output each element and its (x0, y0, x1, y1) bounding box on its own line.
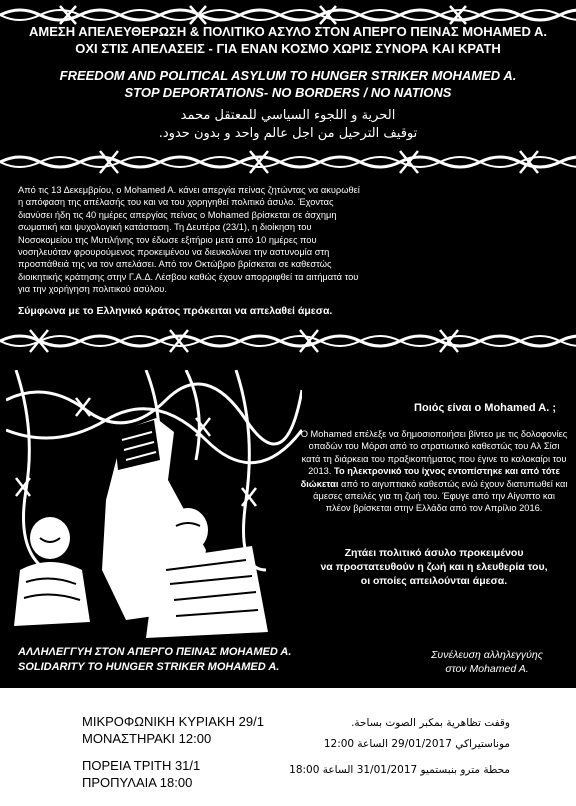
barbed-wire-icon (0, 326, 576, 356)
asylum-demand (300, 546, 568, 588)
solidarity-greek: ΑΛΛΗΛΕΓΓΥΗ ΣΤΟΝ ΑΠΕΡΓΟ ΠΕΙΝΑΣ MOHAMED A. (18, 646, 292, 658)
event-2-place: ΠΡΟΠΥΛΑΙΑ 18:00 (82, 775, 193, 790)
barbed-wire-icon (0, 147, 576, 177)
asylum-demand-line: να προστατευθούν η ζωή και η ελευθερία του, (320, 561, 548, 573)
who-is-title: Ποιός είναι ο Mohamed A. ; (414, 402, 556, 414)
who-text-part3: από το αιγυπτιακό καθεστώς ενώ έχουν διατυπωθεί και άμεσες απειλές για τη ζωή του. Έφυγε από την Αίγυπτο και πλέον βρίσκεται στην Ελλάδα από τον Απρίλιο 2016. (313, 478, 568, 514)
event-1-place: ΜΟΝΑΣΤΗΡΑΚΙ 12:00 (82, 731, 212, 746)
asylum-demand-line: Ζητάει πολιτικό άσυλο προκειμένου (344, 547, 524, 559)
raised-fist-illustration-icon (6, 370, 302, 640)
arabic-headline-1: الحرية و اللجوء السياسي للمعتقل محمد (180, 108, 396, 123)
assembly-line: στον Mohamed A. (445, 663, 529, 675)
english-headline-2: STOP DEPORTATIONS- NO BORDERS / NO NATIONS (124, 85, 452, 100)
event-1-arabic-details: موناستيراكي 29/01/2017 الساعة 12:00 (323, 738, 510, 750)
asylum-demand-line: οι οποίες απειλούνται άμεσα. (360, 575, 508, 587)
event-1-arabic-title: وقفت تظاهرية بمكبر الصوت بساحة. (351, 717, 510, 729)
who-is-text (300, 428, 568, 515)
greek-headline-2: ΟΧΙ ΣΤΙΣ ΑΠΕΛΑΣΕΙΣ - ΓΙΑ ΕΝΑΝ ΚΟΣΜΟ ΧΩΡΙΣ ΣΥΝΟΡΑ ΚΑΙ ΚΡΑΤΗ (75, 41, 501, 56)
barbed-wire-icon (0, 0, 576, 30)
assembly-signature (412, 648, 562, 676)
solidarity-illustration (6, 370, 302, 640)
barbed-wire-top (0, 0, 576, 30)
english-headline-1: FREEDOM AND POLITICAL ASYLUM TO HUNGER STRIKER MOHAMED A. (59, 68, 517, 83)
who-text-part2: Το ηλεκτρονικό του ίχνος εντοπίστηκε και από τότε διώκεται (300, 466, 560, 489)
barbed-wire-divider-2 (0, 326, 576, 356)
who-text-part1: Ο Mohamed επέλεξε να δημοσιοποιήσει βίντεο με τις δολοφονίες οπαδών του Μόρσι από το στρατιωτικό καθεστώς του Αλ Σίσι κατά τη διάρκεια του πραξικοπήματος που έγινε το καλοκαίρι του 2013. (300, 429, 568, 477)
event-1-title: ΜΙΚΡΟΦΩΝΙΚΗ ΚΥΡΙΑΚΗ 29/1 (82, 714, 264, 729)
arabic-headline-2: توقيف الترحيل من اجل عالم واحد و بدون حدود. (158, 126, 418, 141)
event-2-arabic-details: محطة مترو بنبستميو 31/01/2017 الساعة 18:00 (289, 764, 510, 776)
story-paragraph: Από τις 13 Δεκεμβρίου, ο Mohamed A. κάνει απεργία πείνας ζητώντας να ακυρωθεί η απόφαση της απέλασής του και να του χορηγηθεί πολιτικό άσυλο. Έχοντας διανύσει ήδη τις 40 ημέρες απεργίας πείνας ο Mohamed βρίσκεται σε άσχημη σωματική και ψυχολογική κατάσταση. Τη Δευτέρα (23/1), η διοίκηση του Νοσοκομείου της Μυτιλήνης τον έδωσε εξιτήριο μετά από 10 ημέρες που νοσηλευόταν φρουρούμενος προκειμένου να διευκολύνει την αστυνομία στη προσπάθειά της να τον απελάσει. Από τον Οκτώβριο βρίσκεται σε καθεστώς διοικητικής κράτησης στην Γ.Α.Δ. Λέσβου καθώς έχουν απορριφθεί τα αιτήματά του για την χορήγηση πολιτικού ασύλου. (18, 185, 360, 295)
barbed-wire-divider-1 (0, 147, 576, 177)
event-2-title: ΠΟΡΕΙΑ ΤΡΙΤΗ 31/1 (82, 758, 201, 773)
story-emphasis: Σύμφωνα με το Ελληνικό κράτος πρόκειται να απελαθεί άμεσα. (18, 305, 333, 317)
solidarity-english: SOLIDARITY TO HUNGER STRIKER MOHAMED A. (18, 661, 280, 673)
greek-headline-1: ΑΜΕΣΗ ΑΠΕΛΕΥΘΕΡΩΣΗ & ΠΟΛΙΤΙΚΟ ΑΣΥΛΟ ΣΤΟΝ ΑΠΕΡΓΟ ΠΕΙΝΑΣ MOHAMED A. (29, 24, 547, 39)
assembly-line: Συνέλευση αλληλεγγύης (431, 649, 543, 661)
